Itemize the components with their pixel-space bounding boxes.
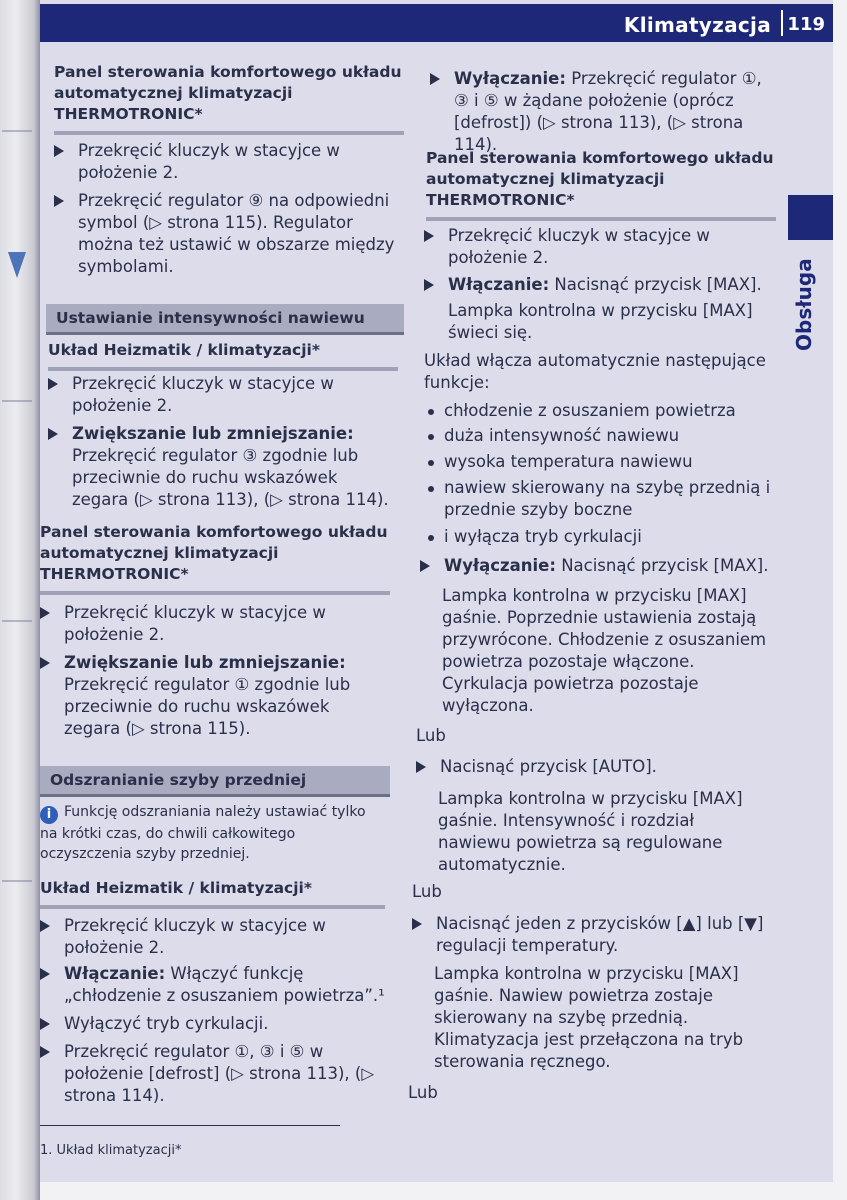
bullet-arrow-icon [424, 279, 434, 291]
list-item-text: wysoka temperatura nawiewu [444, 452, 693, 471]
header-separator [781, 10, 783, 36]
divider [426, 217, 776, 221]
bullet-text: Przekręcić kluczyk w stacyjce w położenie 2. [448, 226, 710, 267]
bullet-dot-icon [428, 535, 434, 541]
footnote: 1. Układ klimatyzacji* [40, 1143, 182, 1158]
spine-arrow-icon [8, 252, 26, 278]
bullet-increase-decrease [48, 423, 398, 511]
list-item-text: i wyłącza tryb cyrkulacji [444, 527, 642, 546]
book-spine [0, 0, 40, 1200]
divider [40, 905, 385, 909]
spine-mark [2, 130, 32, 132]
bullet-key-position [48, 373, 398, 417]
bullet-strong: Włączanie: [448, 275, 550, 294]
bullet-arrow-icon [48, 378, 58, 390]
list-item [428, 400, 773, 422]
header-bar [40, 4, 833, 42]
bullet-key-position [424, 225, 774, 269]
manual-page [40, 0, 833, 1182]
list-item-text: nawiew skierowany na szybę przednią i przednie szyby boczne [444, 478, 771, 519]
spine-mark [2, 620, 32, 622]
bullet-body: Przekręcić regulator ③ zgodnie lub przeciwnie do ruchu wskazówek zegara (▷ strona 113), (▷ strona 114). [72, 446, 389, 509]
divider [48, 367, 398, 371]
list-item [428, 526, 773, 548]
divider [40, 591, 390, 595]
bullet-regulators-defrost [40, 1041, 385, 1107]
bullet-arrow-icon [40, 1018, 50, 1030]
bullet-increase-decrease [40, 652, 390, 740]
or-label: Lub [416, 726, 446, 745]
bullet-strong: Wyłączanie: [444, 556, 556, 575]
heading-text: Panel sterowania komfortowego układu automatycznej klimatyzacji THERMOTRONIC* [54, 63, 402, 123]
side-tab-label: Obsługa [792, 258, 816, 352]
heading-text: Panel sterowania komfortowego układu automatycznej klimatyzacji THERMOTRONIC* [40, 523, 388, 583]
bullet-text: Nacisnąć przycisk [AUTO]. [440, 757, 657, 776]
bullet-key-position [40, 602, 390, 646]
bullet-text [454, 68, 775, 156]
bullet-text [444, 555, 770, 577]
bullet-text [448, 274, 774, 296]
paragraph-auto-regulation: Lampka kontrolna w przycisku [MAX] gaśnie. Intensywność i rozdział nawiewu powietrza są regulowane automatycznie. [438, 789, 743, 874]
side-tab-marker [788, 195, 833, 240]
info-note [40, 802, 385, 864]
bullet-arrow-icon [48, 428, 58, 440]
heading-text: Układ Heizmatik / klimatyzacji* [48, 341, 320, 359]
heading-text: Panel sterowania komfortowego układu automatycznej klimatyzacji THERMOTRONIC* [426, 149, 774, 209]
paragraph-restore: Lampka kontrolna w przycisku [MAX] gaśnie. Poprzednie ustawienia zostają przywrócone. Chłodzenie z osuszaniem powietrza pozostaje włączone. Cyrkulacja powietrza pozostaje wyłączona. [442, 586, 767, 715]
bullet-recirculation-off [40, 1013, 385, 1035]
bullet-body: Nacisnąć przycisk [MAX]. [561, 556, 769, 575]
spine-mark [2, 880, 32, 882]
bullet-text: Przekręcić regulator ⑨ na odpowiedni symbol (▷ strona 115). Regulator można też ustawić w obszarze między symbolami. [78, 191, 395, 276]
bullet-strong: Włączanie: [64, 964, 166, 983]
bullet-arrow-icon [40, 920, 50, 932]
bullet-text: Przekręcić kluczyk w stacyjce w położenie 2. [64, 603, 326, 644]
footnote-divider [40, 1125, 340, 1126]
list-item-text: duża intensywność nawiewu [444, 426, 680, 445]
bullet-arrow-icon [412, 918, 422, 930]
bullet-strong: Zwiększanie lub zmniejszanie: [72, 424, 354, 443]
bullet-arrow-icon [54, 195, 64, 207]
or-label: Lub [408, 1083, 438, 1102]
bullet-text: Przekręcić regulator ①, ③ i ⑤ w położenie [defrost] (▷ strona 113), (▷ strona 114). [64, 1042, 375, 1105]
paragraph-manual-mode: Lampka kontrolna w przycisku [MAX] gaśnie. Nawiew powietrza zostaje skierowany na szybę przednią. Klimatyzacja jest przełączona na tryb sterowania ręcznego. [434, 964, 744, 1071]
bullet-arrow-icon [424, 230, 434, 242]
bullet-key-position [40, 915, 385, 959]
bullet-dot-icon [428, 486, 434, 492]
bullet-arrow-icon [40, 607, 50, 619]
heading-thermotronic-right [426, 148, 776, 221]
bullet-arrow-icon [40, 968, 50, 980]
page-number: 119 [787, 14, 825, 35]
section-band-airflow: Ustawianie intensywności nawiewu [46, 304, 404, 335]
info-icon: i [40, 806, 58, 824]
list-item [428, 451, 773, 473]
bullet-temperature-buttons [412, 913, 767, 957]
spine-mark [2, 400, 32, 402]
heading-heizmatik-2 [40, 878, 385, 909]
list-item [428, 425, 773, 447]
bullet-regulator [54, 190, 399, 278]
heading-heizmatik [48, 340, 398, 371]
list-item [428, 477, 773, 521]
heading-text: Układ Heizmatik / klimatyzacji* [40, 879, 312, 897]
divider [54, 131, 404, 135]
bullet-body: Nacisnąć przycisk [MAX]. [554, 275, 762, 294]
bullet-arrow-icon [420, 560, 430, 572]
bullet-body: Przekręcić regulator ① zgodnie lub przeciwnie do ruchu wskazówek zegara (▷ strona 115). [64, 675, 351, 738]
info-note-text: Funkcję odszraniania należy ustawiać tylko na krótki czas, do chwili całkowitego oczyszczenia szyby przedniej. [40, 804, 366, 862]
bullet-dot-icon [428, 460, 434, 466]
bullet-text: Przekręcić kluczyk w stacyjce w położenie 2. [72, 374, 334, 415]
or-label: Lub [412, 882, 442, 901]
bullet-text: Wyłączyć tryb cyrkulacji. [64, 1014, 269, 1033]
bullet-body: Włączyć funkcję „chłodzenie z osuszaniem powietrza”.¹ [64, 964, 385, 1005]
bullet-text: Nacisnąć jeden z przycisków [▲] lub [▼] regulacji temperatury. [436, 914, 764, 955]
bullet-arrow-icon [416, 761, 426, 773]
heading-thermotronic-2 [40, 522, 390, 595]
bullet-dot-icon [428, 409, 434, 415]
bullet-strong: Zwiększanie lub zmniejszanie: [64, 653, 346, 672]
bullet-arrow-icon [430, 73, 440, 85]
bullet-press-auto [416, 756, 766, 778]
bullet-text [64, 963, 385, 1007]
bullet-text: Przekręcić kluczyk w stacyjce w położenie 2. [64, 916, 326, 957]
paragraph-lamp-on: Lampka kontrolna w przycisku [MAX] świeci się. [448, 301, 753, 342]
bullet-disable-max [420, 555, 770, 577]
bullet-key-position [54, 140, 399, 184]
bullet-dot-icon [428, 434, 434, 440]
bullet-text [72, 423, 398, 511]
bullet-arrow-icon [40, 657, 50, 669]
bullet-disable [430, 68, 775, 156]
paragraph-auto-functions: Układ włącza automatycznie następujące funkcje: [424, 351, 766, 392]
bullet-strong: Wyłączanie: [454, 69, 566, 88]
bullet-enable-max [424, 274, 774, 296]
heading-thermotronic [54, 62, 404, 135]
bullet-arrow-icon [54, 145, 64, 157]
bullet-text: Przekręcić kluczyk w stacyjce w położenie 2. [78, 141, 340, 182]
bullet-arrow-icon [40, 1046, 50, 1058]
header-title: Klimatyzacja [623, 13, 771, 37]
bullet-enable [40, 963, 385, 1007]
section-band-defrost: Odszranianie szyby przedniej [40, 766, 390, 797]
bullet-body: Przekręcić regulator ①, ③ i ⑤ w żądane położenie (oprócz [defrost]) (▷ strona 113), (▷ strona 114). [454, 69, 762, 154]
list-item-text: chłodzenie z osuszaniem powietrza [444, 401, 736, 420]
bullet-text [64, 652, 390, 740]
